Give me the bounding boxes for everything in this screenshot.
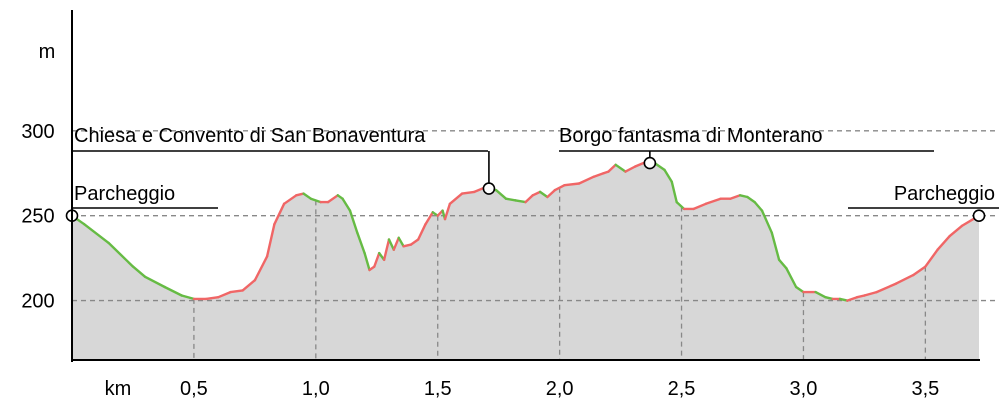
x-tick-label: 1,5 bbox=[423, 378, 452, 400]
x-tick-label: 3,5 bbox=[911, 378, 940, 400]
x-tick-label: 2,0 bbox=[545, 378, 574, 400]
y-tick-label: 300 bbox=[21, 120, 55, 143]
y-tick-label: 250 bbox=[21, 205, 55, 228]
waypoint-label: Parcheggio bbox=[893, 183, 995, 205]
waypoint-marker bbox=[483, 183, 494, 194]
elevation-segment bbox=[565, 184, 580, 186]
elevation-segment bbox=[506, 199, 516, 201]
x-tick-label: 1,0 bbox=[301, 378, 330, 400]
x-tick-label: 0,5 bbox=[180, 378, 208, 400]
elevation-area bbox=[72, 161, 979, 360]
waypoint-label: Parcheggio bbox=[74, 183, 176, 205]
elevation-segment bbox=[231, 290, 243, 292]
y-axis-label: m bbox=[38, 41, 56, 63]
waypoint-marker bbox=[644, 158, 655, 169]
waypoint-label: Borgo fantasma di Monterano bbox=[559, 125, 823, 147]
elevation-segment bbox=[516, 200, 526, 202]
x-tick-label: 2,5 bbox=[667, 378, 696, 400]
waypoint-label: Chiesa e Convento di San Bonaventura bbox=[74, 125, 426, 147]
elevation-segment bbox=[206, 297, 218, 299]
waypoint-marker bbox=[974, 210, 985, 221]
x-axis-label: km bbox=[104, 378, 132, 400]
y-tick-label: 200 bbox=[21, 290, 55, 313]
elevation-segment bbox=[462, 192, 474, 194]
x-tick-label: 3,0 bbox=[789, 378, 818, 400]
